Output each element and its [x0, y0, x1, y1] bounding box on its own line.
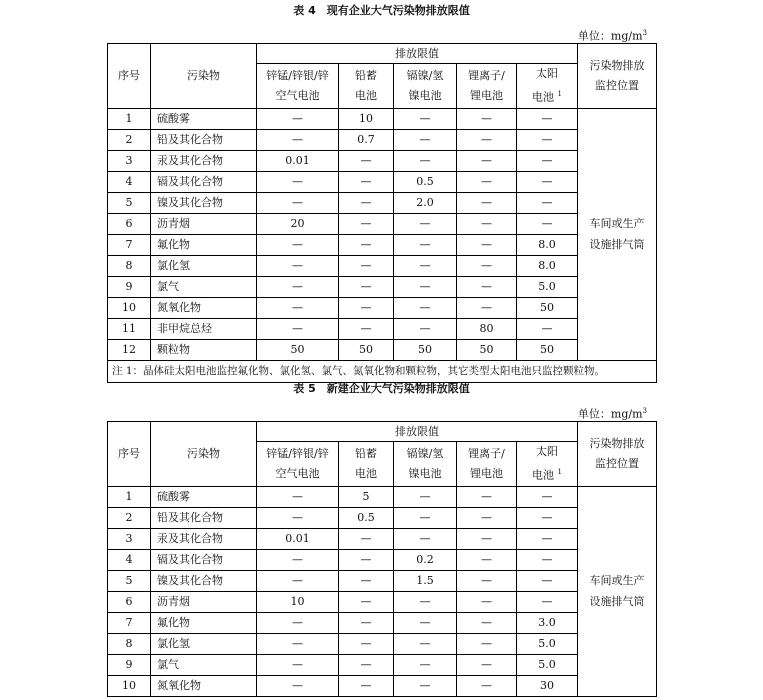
- row-seq: 4: [108, 171, 151, 192]
- row-limit-value: —: [457, 129, 517, 150]
- row-seq: 9: [108, 654, 151, 675]
- row-limit-value: —: [457, 171, 517, 192]
- row-limit-value: —: [339, 654, 394, 675]
- header-pollutant: 污染物: [151, 44, 257, 109]
- row-limit-value: —: [394, 129, 457, 150]
- row-limit-value: 8.0: [517, 255, 578, 276]
- row-limit-value: 50: [517, 297, 578, 318]
- row-pollutant: 硫酸雾: [151, 486, 257, 507]
- row-seq: 2: [108, 129, 151, 150]
- header-location-line2: 监控位置: [595, 456, 639, 470]
- row-pollutant: 氟化物: [151, 234, 257, 255]
- header-lithium-battery: [457, 442, 517, 487]
- row-seq: 12: [108, 339, 151, 360]
- row-seq: 5: [108, 192, 151, 213]
- table-row: [108, 486, 657, 507]
- table-row: [108, 276, 657, 297]
- row-limit-value: —: [517, 129, 578, 150]
- row-limit-value: —: [457, 675, 517, 696]
- table-row: [108, 108, 657, 129]
- header-zinc-line1: 锌锰/锌银/锌: [266, 446, 329, 460]
- row-limit-value: —: [257, 234, 339, 255]
- row-limit-value: —: [394, 675, 457, 696]
- row-limit-value: —: [517, 150, 578, 171]
- unit-exponent: 3: [642, 407, 647, 415]
- row-limit-value: —: [517, 486, 578, 507]
- table5-unit: [578, 404, 647, 422]
- row-limit-value: 50: [394, 339, 457, 360]
- header-lead-line2: 电池: [355, 466, 377, 480]
- row-limit-value: —: [257, 612, 339, 633]
- row-limit-value: —: [339, 570, 394, 591]
- table-row: [108, 549, 657, 570]
- row-limit-value: —: [257, 297, 339, 318]
- row-limit-value: —: [457, 528, 517, 549]
- row-pollutant: 沥青烟: [151, 591, 257, 612]
- row-seq: 6: [108, 213, 151, 234]
- header-solar-footnote: 1: [557, 468, 562, 476]
- row-limit-value: 0.7: [339, 129, 394, 150]
- row-limit-value: 2.0: [394, 192, 457, 213]
- row-limit-value: 5: [339, 486, 394, 507]
- row-pollutant: 镉及其化合物: [151, 549, 257, 570]
- header-location-line1: 污染物排放: [589, 58, 645, 72]
- row-limit-value: —: [394, 108, 457, 129]
- row-seq: 1: [108, 108, 151, 129]
- row-limit-value: —: [257, 192, 339, 213]
- row-limit-value: —: [394, 507, 457, 528]
- table-row: [108, 675, 657, 696]
- table-row: [108, 297, 657, 318]
- row-limit-value: —: [339, 318, 394, 339]
- row-limit-value: —: [339, 528, 394, 549]
- row-seq: 4: [108, 549, 151, 570]
- header-zinc-line2: 空气电池: [275, 88, 320, 102]
- row-limit-value: 10: [257, 591, 339, 612]
- row-seq: 8: [108, 633, 151, 654]
- unit-exponent: 3: [642, 29, 647, 37]
- row-limit-value: 80: [457, 318, 517, 339]
- header-solar-footnote: 1: [557, 90, 562, 98]
- row-pollutant: 非甲烷总烃: [151, 318, 257, 339]
- row-limit-value: —: [394, 654, 457, 675]
- row-limit-value: —: [457, 213, 517, 234]
- table-row: [108, 129, 657, 150]
- row-limit-value: —: [394, 318, 457, 339]
- row-limit-value: —: [339, 255, 394, 276]
- row-limit-value: 3.0: [517, 612, 578, 633]
- row-limit-value: —: [257, 675, 339, 696]
- row-limit-value: 50: [339, 339, 394, 360]
- row-limit-value: —: [257, 171, 339, 192]
- header-location-line1: 污染物排放: [589, 436, 645, 450]
- row-limit-value: —: [394, 612, 457, 633]
- row-seq: 6: [108, 591, 151, 612]
- row-limit-value: —: [339, 297, 394, 318]
- row-pollutant: 氯气: [151, 276, 257, 297]
- row-seq: 11: [108, 318, 151, 339]
- row-limit-value: —: [257, 570, 339, 591]
- row-limit-value: —: [339, 549, 394, 570]
- table4-unit: [578, 26, 647, 44]
- monitoring-location: [578, 108, 657, 360]
- row-limit-value: —: [394, 528, 457, 549]
- header-location-line2: 监控位置: [595, 78, 639, 92]
- header-limit-group: 排放限值: [257, 422, 578, 442]
- row-limit-value: 50: [517, 339, 578, 360]
- header-zinc-battery: [257, 442, 339, 487]
- row-pollutant: 铅及其化合物: [151, 507, 257, 528]
- row-limit-value: —: [457, 297, 517, 318]
- table-row: [108, 528, 657, 549]
- table5-title: 表 5 新建企业大气污染物排放限值: [293, 382, 470, 395]
- header-solar-line1: 太阳: [536, 445, 558, 458]
- row-limit-value: —: [457, 633, 517, 654]
- header-lithium-line1: 锂离子/: [468, 446, 505, 460]
- row-seq: 3: [108, 528, 151, 549]
- row-pollutant: 汞及其化合物: [151, 528, 257, 549]
- monitoring-location-line2: 设施排气筒: [589, 238, 645, 252]
- table-row: [108, 612, 657, 633]
- row-limit-value: —: [457, 108, 517, 129]
- row-pollutant: 汞及其化合物: [151, 150, 257, 171]
- table-row: [108, 318, 657, 339]
- row-pollutant: 氯化氢: [151, 633, 257, 654]
- row-limit-value: —: [457, 570, 517, 591]
- row-pollutant: 镉及其化合物: [151, 171, 257, 192]
- row-limit-value: —: [457, 276, 517, 297]
- monitoring-location-line1: 车间或生产: [589, 217, 645, 231]
- row-limit-value: —: [394, 591, 457, 612]
- header-lithium-battery: [457, 64, 517, 109]
- row-seq: 10: [108, 675, 151, 696]
- row-limit-value: —: [457, 486, 517, 507]
- row-limit-value: —: [457, 255, 517, 276]
- header-location: [578, 422, 657, 487]
- unit-label: 单位：mg/m: [577, 407, 643, 421]
- row-limit-value: 5.0: [517, 633, 578, 654]
- row-limit-value: —: [339, 276, 394, 297]
- row-seq: 7: [108, 612, 151, 633]
- row-pollutant: 氟化物: [151, 612, 257, 633]
- row-limit-value: —: [517, 192, 578, 213]
- row-limit-value: —: [394, 255, 457, 276]
- row-pollutant: 硫酸雾: [151, 108, 257, 129]
- row-limit-value: —: [457, 234, 517, 255]
- unit-label: 单位：mg/m: [577, 29, 643, 43]
- row-limit-value: —: [457, 192, 517, 213]
- row-pollutant: 镍及其化合物: [151, 192, 257, 213]
- table-row: [108, 570, 657, 591]
- header-lithium-line1: 锂离子/: [468, 68, 505, 82]
- header-nickel-battery: [394, 64, 457, 109]
- row-limit-value: —: [339, 171, 394, 192]
- row-pollutant: 镍及其化合物: [151, 570, 257, 591]
- row-limit-value: —: [257, 255, 339, 276]
- row-limit-value: —: [457, 507, 517, 528]
- header-zinc-line2: 空气电池: [275, 466, 320, 480]
- header-solar-line2: 电池: [532, 468, 555, 482]
- table-row: [108, 213, 657, 234]
- row-limit-value: —: [457, 654, 517, 675]
- header-lithium-line2: 锂电池: [470, 466, 503, 480]
- table-row: [108, 255, 657, 276]
- row-limit-value: 5.0: [517, 654, 578, 675]
- row-limit-value: —: [394, 633, 457, 654]
- header-seq: 序号: [108, 422, 151, 487]
- header-seq: 序号: [108, 44, 151, 109]
- header-pollutant: 污染物: [151, 422, 257, 487]
- row-seq: 1: [108, 486, 151, 507]
- header-nickel-battery: [394, 442, 457, 487]
- row-limit-value: 20: [257, 213, 339, 234]
- header-solar-battery: [517, 442, 578, 487]
- row-limit-value: —: [257, 549, 339, 570]
- row-limit-value: 30: [517, 675, 578, 696]
- table-row: [108, 507, 657, 528]
- row-limit-value: —: [339, 213, 394, 234]
- table-row: [108, 234, 657, 255]
- monitoring-location-line2: 设施排气筒: [589, 595, 645, 609]
- header-lead-line1: 铅蓄: [355, 446, 377, 460]
- header-nickel-line2: 镍电池: [408, 88, 442, 102]
- row-limit-value: 0.01: [257, 528, 339, 549]
- row-limit-value: —: [257, 129, 339, 150]
- row-limit-value: —: [517, 591, 578, 612]
- row-limit-value: —: [394, 234, 457, 255]
- row-limit-value: —: [339, 675, 394, 696]
- row-limit-value: —: [517, 549, 578, 570]
- row-limit-value: —: [339, 150, 394, 171]
- row-pollutant: 铅及其化合物: [151, 129, 257, 150]
- row-limit-value: 0.01: [257, 150, 339, 171]
- row-limit-value: —: [517, 507, 578, 528]
- row-limit-value: —: [257, 654, 339, 675]
- row-limit-value: —: [394, 213, 457, 234]
- header-nickel-line2: 镍电池: [408, 466, 442, 480]
- row-limit-value: —: [517, 108, 578, 129]
- row-limit-value: —: [394, 150, 457, 171]
- header-zinc-battery: [257, 64, 339, 109]
- header-location: [578, 44, 657, 109]
- table4-title: 表 4 现有企业大气污染物排放限值: [293, 4, 470, 17]
- row-limit-value: —: [257, 486, 339, 507]
- header-limit-group: 排放限值: [257, 44, 578, 64]
- table-row: [108, 633, 657, 654]
- row-limit-value: —: [394, 276, 457, 297]
- header-lead-line2: 电池: [355, 88, 377, 102]
- row-limit-value: —: [517, 213, 578, 234]
- row-limit-value: 1.5: [394, 570, 457, 591]
- row-limit-value: 50: [457, 339, 517, 360]
- row-limit-value: —: [457, 150, 517, 171]
- table-row: [108, 171, 657, 192]
- row-seq: 10: [108, 297, 151, 318]
- table5: [107, 421, 657, 697]
- table-row: [108, 192, 657, 213]
- row-limit-value: —: [257, 108, 339, 129]
- header-zinc-line1: 锌锰/锌银/锌: [266, 68, 329, 82]
- row-pollutant: 沥青烟: [151, 213, 257, 234]
- row-limit-value: —: [339, 591, 394, 612]
- header-solar-line2: 电池: [532, 90, 555, 104]
- row-limit-value: —: [457, 591, 517, 612]
- row-limit-value: —: [257, 507, 339, 528]
- header-nickel-line1: 镉镍/氢: [406, 446, 444, 460]
- row-seq: 5: [108, 570, 151, 591]
- row-limit-value: —: [517, 528, 578, 549]
- header-lead-line1: 铅蓄: [355, 68, 377, 82]
- row-limit-value: —: [339, 633, 394, 654]
- row-limit-value: —: [394, 297, 457, 318]
- row-pollutant: 氯气: [151, 654, 257, 675]
- row-limit-value: —: [339, 192, 394, 213]
- row-limit-value: —: [517, 318, 578, 339]
- monitoring-location: [578, 486, 657, 696]
- row-limit-value: 0.2: [394, 549, 457, 570]
- row-pollutant: 氮氧化物: [151, 675, 257, 696]
- row-limit-value: —: [257, 318, 339, 339]
- table-row: [108, 150, 657, 171]
- row-seq: 9: [108, 276, 151, 297]
- row-limit-value: 0.5: [394, 171, 457, 192]
- header-solar-battery: [517, 64, 578, 109]
- row-limit-value: 10: [339, 108, 394, 129]
- row-limit-value: 8.0: [517, 234, 578, 255]
- header-lead-battery: [339, 64, 394, 109]
- row-limit-value: —: [257, 276, 339, 297]
- monitoring-location-line1: 车间或生产: [589, 574, 645, 588]
- row-limit-value: —: [257, 633, 339, 654]
- header-lead-battery: [339, 442, 394, 487]
- row-pollutant: 氮氧化物: [151, 297, 257, 318]
- row-seq: 3: [108, 150, 151, 171]
- row-seq: 7: [108, 234, 151, 255]
- table4: [107, 43, 657, 383]
- table-row: [108, 339, 657, 360]
- row-limit-value: —: [457, 612, 517, 633]
- row-seq: 8: [108, 255, 151, 276]
- table4-note: 注 1：晶体硅太阳电池监控氟化物、氯化氢、氯气、氮氧化物和颗粒物，其它类型太阳电池只监控颗粒物。: [108, 360, 657, 382]
- table-row: [108, 654, 657, 675]
- row-limit-value: —: [517, 570, 578, 591]
- row-limit-value: 50: [257, 339, 339, 360]
- header-lithium-line2: 锂电池: [470, 88, 503, 102]
- row-limit-value: —: [457, 549, 517, 570]
- row-limit-value: 5.0: [517, 276, 578, 297]
- header-nickel-line1: 镉镍/氢: [406, 68, 444, 82]
- row-limit-value: —: [394, 486, 457, 507]
- row-pollutant: 颗粒物: [151, 339, 257, 360]
- row-seq: 2: [108, 507, 151, 528]
- table-row: [108, 591, 657, 612]
- header-solar-line1: 太阳: [536, 67, 558, 80]
- row-limit-value: —: [517, 171, 578, 192]
- row-limit-value: 0.5: [339, 507, 394, 528]
- row-limit-value: —: [339, 612, 394, 633]
- row-limit-value: —: [339, 234, 394, 255]
- row-pollutant: 氯化氢: [151, 255, 257, 276]
